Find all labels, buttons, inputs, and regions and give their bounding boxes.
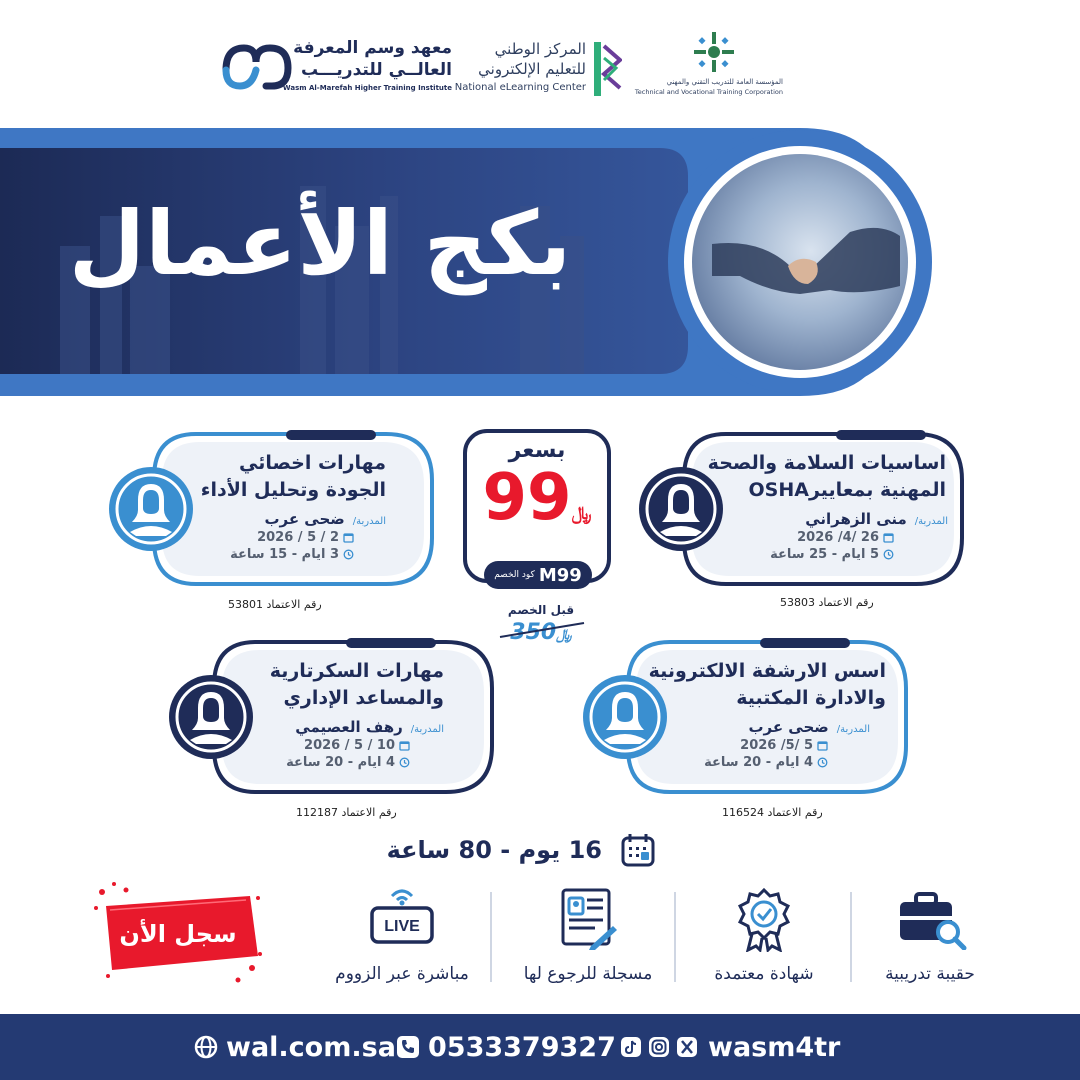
- register-now-button[interactable]: [88, 878, 268, 988]
- trainer-name: منى الزهراني: [805, 510, 907, 528]
- wasm-logo: [222, 38, 452, 98]
- feature-label: حقيبة تدريبية: [885, 964, 975, 984]
- accreditation-number: رقم الاعتماد 53801: [228, 598, 322, 611]
- old-price-value: 350: [510, 620, 557, 645]
- clock-icon: [399, 757, 410, 768]
- tvtc-logo-mark-icon: [692, 30, 736, 74]
- accreditation-number: رقم الاعتماد 53803: [780, 596, 874, 609]
- calendar-icon: [399, 740, 410, 751]
- feature-label: مباشرة عبر الزووم: [335, 964, 469, 984]
- package-total-text: 16 يوم - 80 ساعة: [386, 836, 602, 864]
- discount-code-label: كود الخصم: [494, 570, 535, 580]
- course-date: 2 / 5 / 2026: [257, 530, 339, 545]
- course-duration: 4 ايام - 20 ساعة: [704, 755, 813, 770]
- package-total: [380, 832, 680, 872]
- wasm-logo-mark-icon: [222, 40, 292, 92]
- price-number: 99: [482, 461, 572, 535]
- clock-icon: [817, 757, 828, 768]
- feature-label: شهادة معتمدة: [714, 964, 814, 984]
- course-title-line2: الجودة وتحليل الأداء: [200, 479, 386, 501]
- course-card-quality[interactable]: [106, 428, 436, 590]
- feature-label: مسجلة للرجوع لها: [523, 964, 653, 984]
- feature-divider: [674, 892, 676, 982]
- discount-code-badge[interactable]: [484, 561, 592, 589]
- nelc-logo-english: National eLearning Center: [454, 82, 586, 93]
- calendar-icon: [817, 740, 828, 751]
- tvtc-logo: [634, 30, 783, 100]
- clock-icon: [343, 549, 354, 560]
- feature-recorded: [510, 882, 666, 992]
- trainer-name: ضحى عرب: [264, 510, 345, 528]
- phone-text: 0533379327: [428, 1031, 616, 1063]
- course-title-line1: مهارات اخصائي: [238, 452, 386, 474]
- price-label: بسعر: [508, 438, 566, 463]
- live-broadcast-icon: [366, 886, 438, 952]
- recorded-document-icon: [555, 886, 621, 952]
- phone-link[interactable]: [396, 1030, 616, 1064]
- trainer-avatar-icon: [108, 466, 194, 552]
- nelc-logo: [454, 40, 622, 100]
- course-duration: 5 ايام - 25 ساعة: [770, 547, 879, 562]
- course-card-archiving[interactable]: [580, 636, 910, 798]
- wasm-logo-line1: معهد وسم المعرفة: [293, 38, 452, 58]
- certificate-badge-icon: [734, 886, 794, 952]
- course-card-secretary[interactable]: [166, 636, 496, 798]
- course-title-line1: مهارات السكرتارية: [269, 660, 444, 682]
- course-card-osha[interactable]: [636, 428, 966, 590]
- before-discount-label: قبل الخصم: [507, 603, 575, 617]
- footer-bar: [0, 1014, 1080, 1080]
- trainer-name: رهف العصيمي: [295, 718, 403, 736]
- riyal-currency-icon: ﷼: [556, 627, 572, 643]
- tvtc-logo-english: Technical and Vocational Training Corporation: [634, 88, 783, 96]
- trainer-label: المدربة/: [836, 724, 870, 735]
- social-handle-link[interactable]: [620, 1030, 840, 1064]
- course-title-line2: والادارة المكتبية: [736, 687, 886, 709]
- feature-divider: [850, 892, 852, 982]
- trainer-label: المدربة/: [410, 724, 444, 735]
- course-date: 10 / 5 / 2026: [304, 738, 395, 753]
- feature-training-kit: [870, 882, 990, 992]
- course-duration: 3 ايام - 15 ساعة: [230, 547, 339, 562]
- trainer-name: ضحى عرب: [748, 718, 829, 736]
- feature-certificate: [694, 882, 834, 992]
- trainer-label: المدربة/: [352, 516, 386, 527]
- globe-icon: [194, 1035, 218, 1059]
- strikethrough-line: [496, 617, 588, 641]
- course-title-line1: اسس الارشفة الالكترونية: [648, 660, 886, 682]
- course-duration: 4 ايام - 20 ساعة: [286, 755, 395, 770]
- calendar-icon: [883, 532, 894, 543]
- nelc-logo-mark-icon: [592, 40, 622, 98]
- tiktok-icon: [620, 1036, 642, 1058]
- calendar-icon: [620, 832, 656, 868]
- live-badge-text: LIVE: [384, 918, 420, 935]
- x-twitter-icon: [676, 1036, 698, 1058]
- accreditation-number: رقم الاعتماد 112187: [296, 806, 397, 819]
- feature-live-zoom: [322, 882, 482, 992]
- website-link[interactable]: [194, 1030, 396, 1064]
- clock-icon: [883, 549, 894, 560]
- accreditation-number: رقم الاعتماد 116524: [722, 806, 823, 819]
- riyal-currency-icon: ﷼: [571, 503, 592, 524]
- course-title-line1: اساسيات السلامة والصحة: [707, 452, 946, 474]
- trainer-avatar-icon: [168, 674, 254, 760]
- discount-code: M99: [538, 564, 582, 586]
- wasm-logo-english: Wasm Al-Marefah Higher Training Institute: [282, 84, 452, 92]
- website-text: wal.com.sa: [226, 1031, 396, 1063]
- price-value: [462, 461, 612, 535]
- course-title-line2: والمساعد الإداري: [283, 687, 444, 709]
- trainer-label: المدربة/: [914, 516, 948, 527]
- register-now-label: سجل الأن: [119, 920, 237, 948]
- wasm-logo-line2: العالــي للتدريـــب: [301, 60, 452, 80]
- banner-title: بكج الأعمال: [68, 192, 572, 295]
- instagram-icon: [648, 1036, 670, 1058]
- course-date: 5 /5/ 2026: [740, 738, 813, 753]
- feature-divider: [490, 892, 492, 982]
- phone-icon: [396, 1035, 420, 1059]
- nelc-logo-line1: المركز الوطني: [494, 40, 586, 58]
- calendar-icon: [343, 532, 354, 543]
- briefcase-search-icon: [892, 886, 968, 950]
- course-title-line2: المهنية بمعاييرOSHA: [748, 479, 946, 501]
- social-handle-text: wasm4tr: [708, 1031, 841, 1063]
- course-date: 26 /4/ 2026: [797, 530, 879, 545]
- tvtc-logo-arabic: المؤسسة العامة للتدريب التقني والمهني: [666, 78, 783, 86]
- nelc-logo-line2: للتعليم الإلكتروني: [478, 60, 586, 78]
